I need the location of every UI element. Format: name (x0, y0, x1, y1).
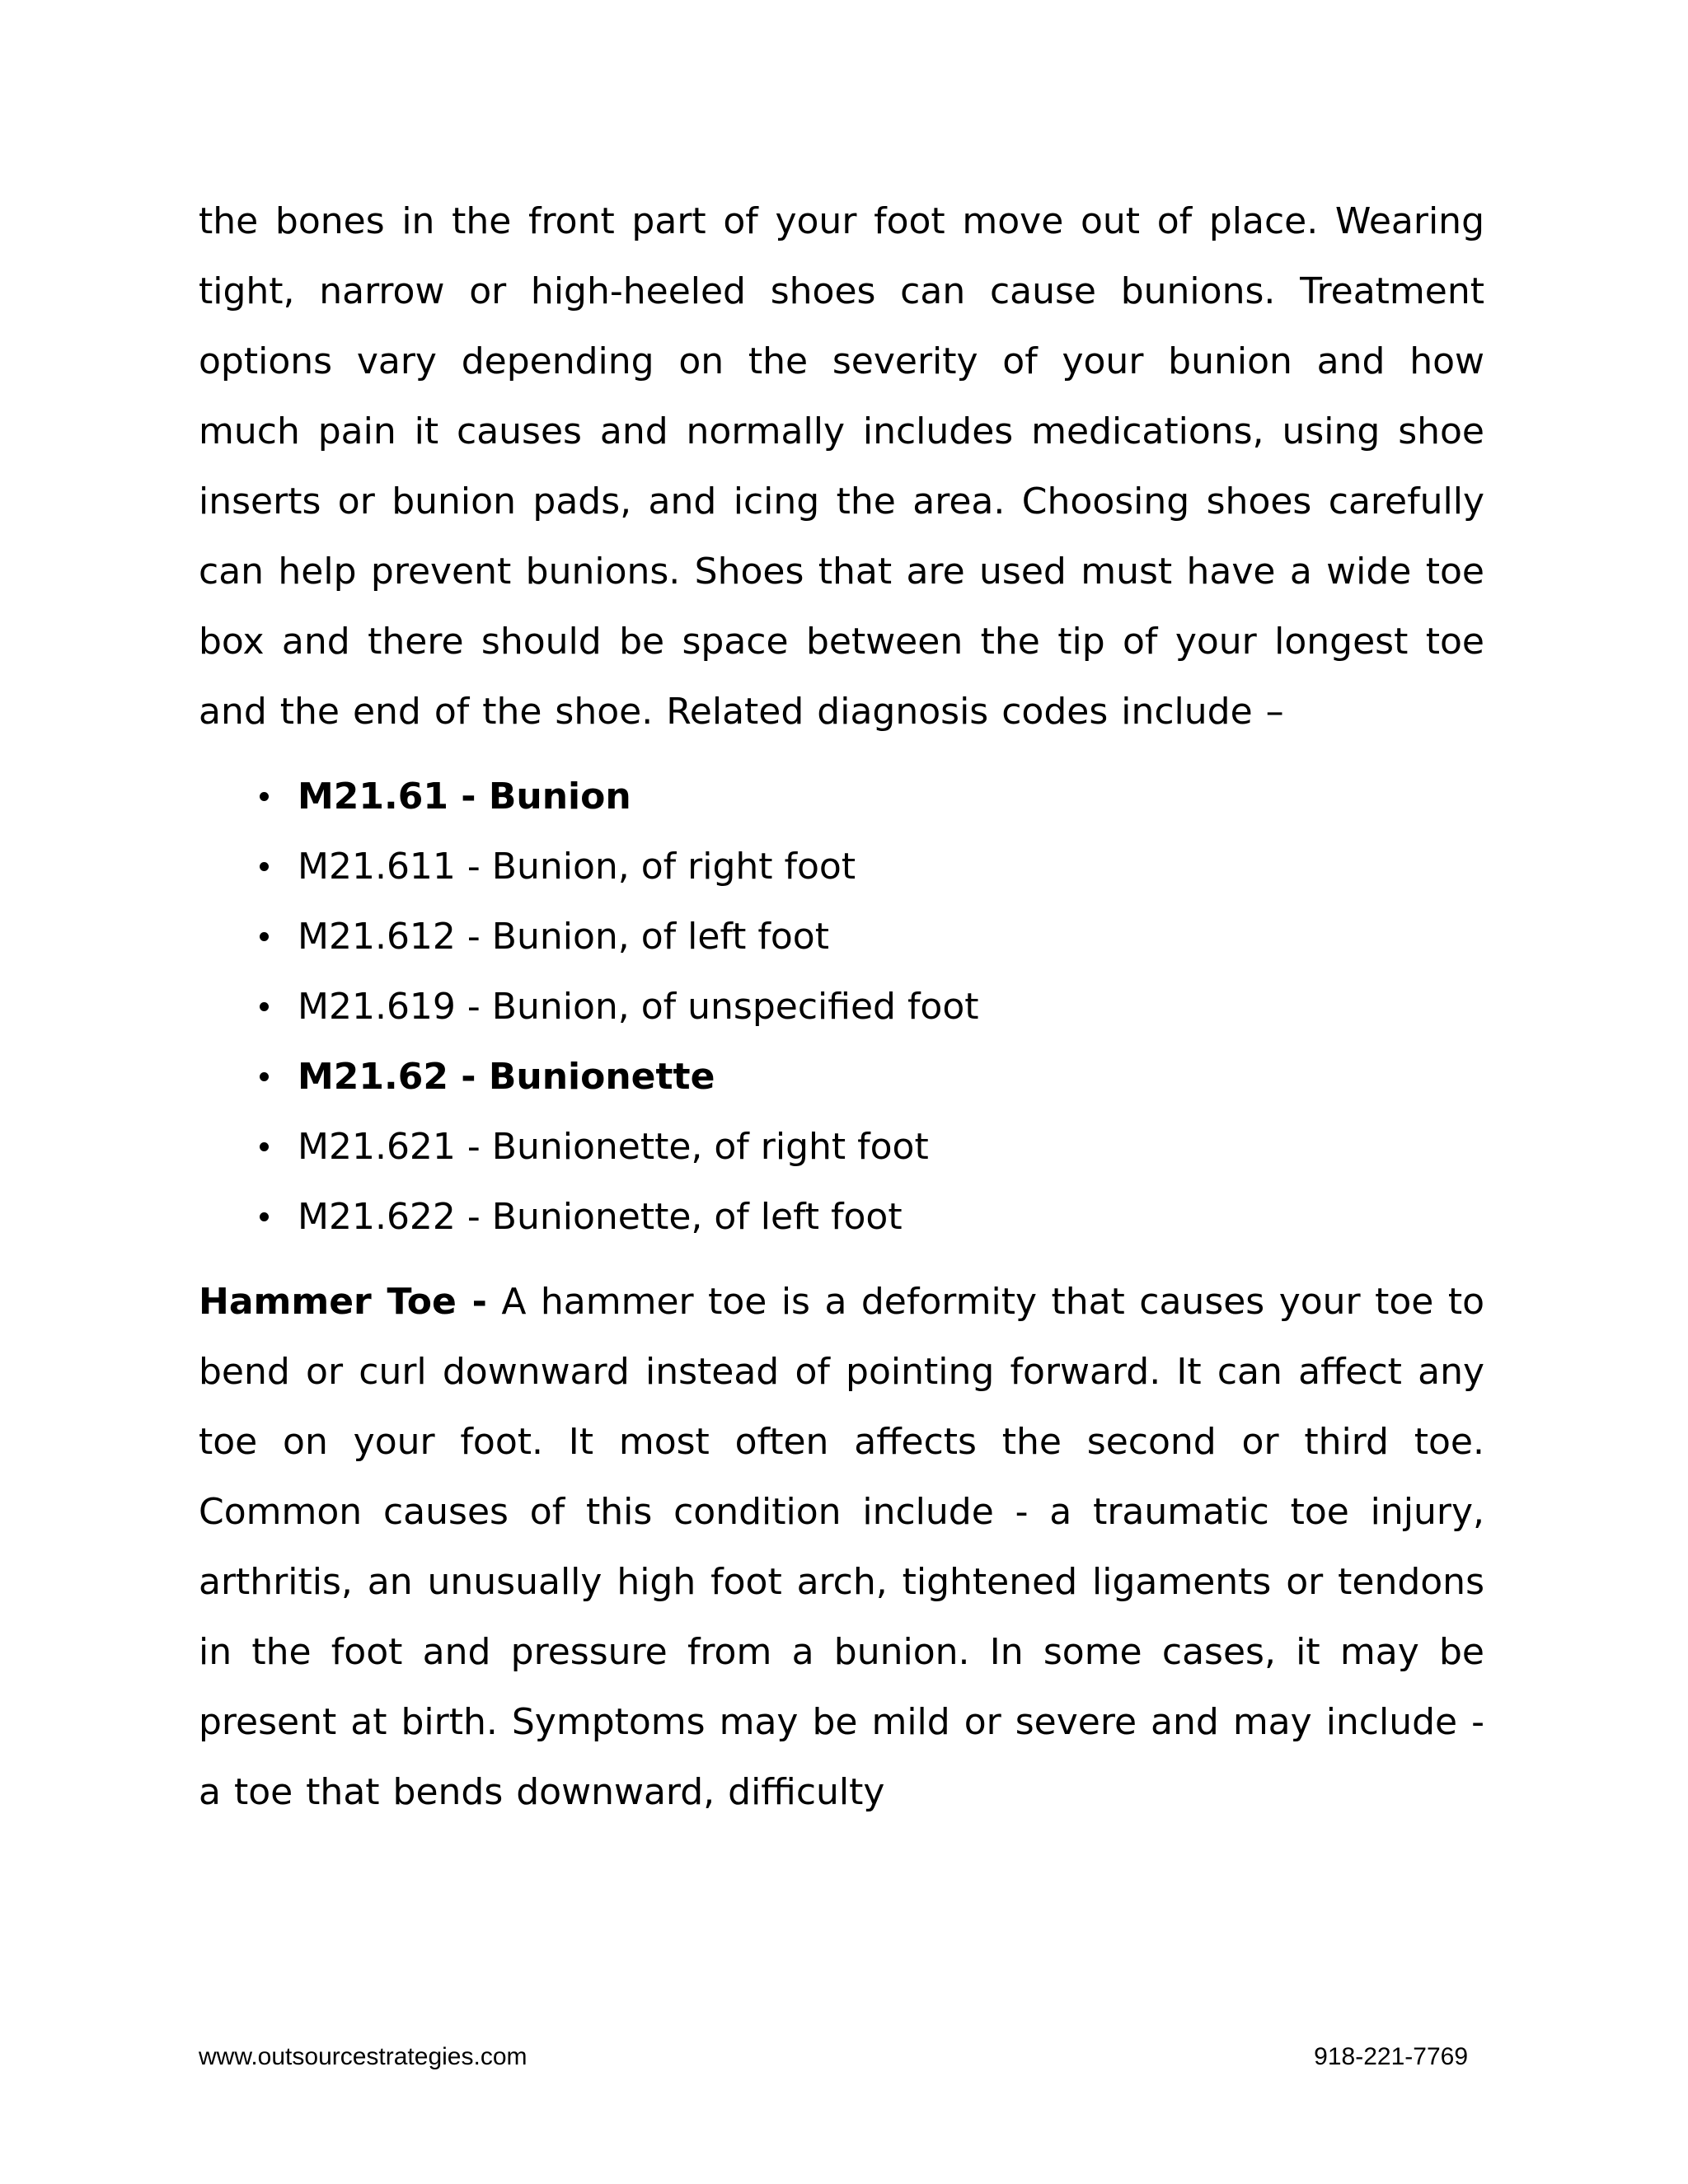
bullet-icon (251, 832, 276, 902)
bullet-icon (251, 762, 276, 832)
list-item (251, 1042, 1484, 1112)
diagnosis-code-list (199, 762, 1484, 1252)
page-footer (199, 2041, 1468, 2074)
footer-phone: 918-221-7769 (1314, 2043, 1468, 2070)
list-item (251, 1112, 1484, 1182)
list-item (251, 762, 1484, 832)
bullet-icon (251, 1042, 276, 1112)
intro-paragraph: the bones in the front part of your foot move out of place. Wearing tight, narrow or high-heeled shoes can cause bunions. Treatment options vary depending on the severity of your bunion and how much pain it causes and normally includes medications, using shoe inserts or bunion pads, and icing the area. Choosing shoes carefully can help prevent bunions. Shoes that are used must have a wide toe box and there should be space between the tip of your longest toe and the end of the shoe. Related diagnosis codes include – (199, 200, 1484, 733)
list-item (251, 832, 1484, 902)
page-content (199, 186, 1484, 1827)
list-item (251, 1182, 1484, 1252)
list-item (251, 902, 1484, 972)
code-text: M21.61 - Bunion (298, 776, 631, 818)
code-text: M21.612 - Bunion, of left foot (298, 916, 829, 958)
code-text: M21.619 - Bunion, of unspecified foot (298, 986, 979, 1028)
footer-website: www.outsourcestrategies.com (199, 2043, 528, 2070)
bullet-icon (251, 902, 276, 972)
list-item (251, 972, 1484, 1042)
hammer-toe-paragraph (199, 1267, 1484, 1827)
hammer-toe-heading: Hammer Toe - (199, 1281, 487, 1323)
code-text: M21.622 - Bunionette, of left foot (298, 1196, 903, 1238)
code-text: M21.62 - Bunionette (298, 1056, 715, 1098)
hammer-toe-body: A hammer toe is a deformity that causes your toe to bend or curl downward instead of pointing forward. It can affect any toe on your foot. It most often affects the second or third toe. Common causes of this condition include - a traumatic toe injury, arthritis, an unusually high foot arch, tightened ligaments or tendons in the foot and pressure from a bunion. In some cases, it may be present at birth. Symptoms may be mild or severe and may include - a toe that bends downward, difficulty (199, 1281, 1484, 1813)
bullet-icon (251, 1182, 276, 1252)
code-text: M21.611 - Bunion, of right foot (298, 846, 856, 888)
bullet-icon (251, 972, 276, 1042)
bullet-icon (251, 1112, 276, 1182)
code-text: M21.621 - Bunionette, of right foot (298, 1126, 929, 1168)
